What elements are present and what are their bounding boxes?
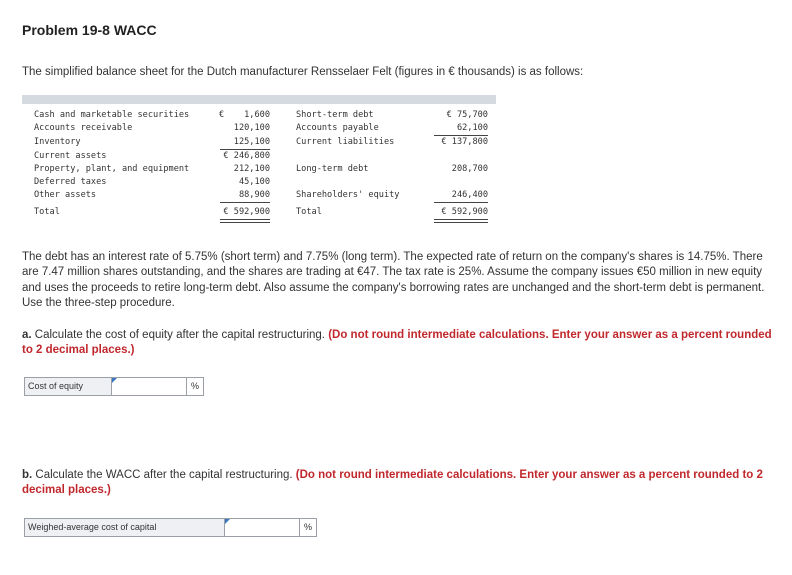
question-a-instruction: (Do not round intermediate calculations. Enter your answer as a percent rounded to 2 decimal places.): [22, 329, 772, 357]
bs-left-label: Accounts receivable: [34, 123, 133, 133]
wacc-answer-row: [24, 518, 317, 537]
bs-left-value: 212,100: [233, 164, 270, 174]
bs-right-label: Accounts payable: [296, 123, 379, 133]
bs-left-value: 125,100: [233, 137, 270, 147]
problem-paragraph: The debt has an interest rate of 5.75% (short term) and 7.75% (long term). The expected rate of return on the company's shares is 14.75%. There are 7.47 million shares outstanding, and the shares are trading at €47. The tax rate is 25%. Assume the company issues €50 million in new equity and uses the proceeds to retire long-term debt. Also assume the company's borrowing rates are unchanged and the short-term debt is permanent. Use the three-step procedure.: [22, 251, 765, 309]
bs-right-value: 246,400: [451, 190, 488, 200]
question-b-prefix: b.: [22, 469, 33, 481]
cost-of-equity-input-cell[interactable]: [112, 378, 187, 395]
bs-left-label: Total: [34, 207, 60, 217]
problem-title: Problem 19-8 WACC: [22, 22, 157, 38]
question-b-text: Calculate the WACC after the capital restructuring.: [32, 469, 296, 481]
bs-right-label: Long-term debt: [296, 164, 369, 174]
bs-right-label: Current liabilities: [296, 137, 395, 147]
percent-unit: %: [304, 522, 313, 532]
bs-double-rule: [434, 219, 488, 223]
bs-right-value: 208,700: [451, 164, 488, 174]
bs-right-label: Shareholders' equity: [296, 190, 400, 200]
bs-rule: [220, 202, 270, 203]
bs-left-label: Cash and marketable securities: [34, 110, 190, 120]
bs-left-label: Property, plant, and equipment: [34, 164, 190, 174]
bs-right-label: Short-term debt: [296, 110, 374, 120]
wacc-input-cell[interactable]: [225, 519, 300, 536]
bs-left-label: Deferred taxes: [34, 177, 107, 187]
balance-sheet-header-bar: [22, 95, 496, 104]
bs-left-value: € 592,900: [223, 207, 270, 217]
intro-text: The simplified balance sheet for the Dutch manufacturer Rensselaer Felt (figures in € thousands) is as follows:: [22, 66, 584, 78]
bs-left-label: Inventory: [34, 137, 81, 147]
bs-rule: [434, 202, 488, 203]
wacc-input[interactable]: [225, 519, 299, 536]
balance-sheet-table: [22, 104, 496, 222]
percent-unit: %: [191, 381, 200, 391]
bs-left-label: Other assets: [34, 190, 97, 200]
bs-left-value: 120,100: [233, 123, 270, 133]
bs-right-value: € 137,800: [441, 137, 488, 147]
bs-left-label: Current assets: [34, 151, 107, 161]
bs-left-value: 1,600: [244, 110, 270, 120]
bs-right-value: € 75,700: [446, 110, 488, 120]
question-b: [22, 468, 782, 499]
wacc-label: Weighed-average cost of capital: [25, 519, 225, 536]
bs-currency-symbol: €: [219, 110, 225, 120]
question-a-prefix: a.: [22, 329, 32, 341]
bs-left-value: € 246,800: [223, 151, 270, 161]
bs-right-label: Total: [296, 207, 322, 217]
cost-of-equity-answer-row: [24, 377, 204, 396]
bs-double-rule: [220, 219, 270, 223]
bs-left-value: 45,100: [238, 177, 270, 187]
bs-left-value: 88,900: [238, 190, 270, 200]
cost-of-equity-label: Cost of equity: [25, 378, 112, 395]
question-a: [22, 328, 782, 359]
cost-of-equity-input[interactable]: [112, 378, 186, 395]
bs-right-value: 62,100: [456, 123, 488, 133]
question-a-text: Calculate the cost of equity after the capital restructuring.: [31, 329, 329, 341]
question-b-instruction: (Do not round intermediate calculations. Enter your answer as a percent rounded to 2 decimal places.): [22, 469, 763, 497]
bs-right-value: € 592,900: [441, 207, 488, 217]
